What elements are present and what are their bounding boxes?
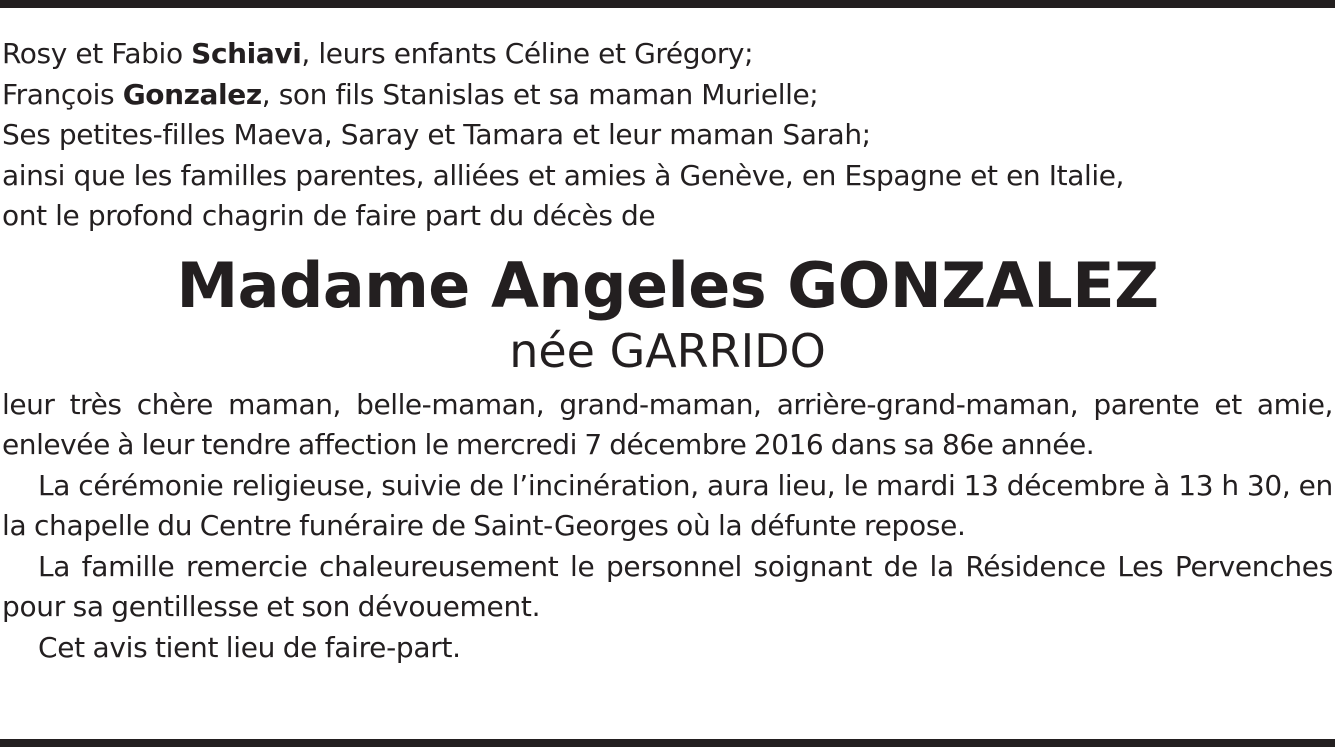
intro-text: ont le profond chagrin de faire part du décès de (2, 199, 656, 232)
intro-text: François (2, 77, 123, 111)
intro-text: Rosy et Fabio (2, 37, 192, 70)
maiden-name: née GARRIDO (509, 323, 826, 378)
intro-line-5 (2, 196, 1333, 237)
intro-text: Ses petites-filles Maeva, Saray et Tamara et leur maman Sarah; (2, 118, 871, 151)
intro-line-4 (2, 156, 1333, 197)
top-border (0, 0, 1335, 8)
intro-line-3 (2, 115, 1333, 156)
paragraph-ceremony: La cérémonie religieuse, suivie de l’incinération, aura lieu, le mardi 13 décembre à 13 h 30, en la chapelle du Centre funéraire de Saint-Georges où la défunte repose. (2, 468, 1333, 542)
paragraph-relationship: leur très chère maman, belle-maman, grand-maman, arrière-grand-maman, parente et amie, enlevée à leur tendre affection le mercredi 7 décembre 2016 dans sa 86e année. (2, 387, 1333, 461)
family-name-bold: Gonzalez (122, 77, 262, 111)
family-name-bold: Schiavi (191, 37, 302, 70)
paragraph-closing: Cet avis tient lieu de faire-part. (38, 630, 461, 664)
paragraph-thanks: La famille remercie chaleureusement le personnel soignant de la Résidence Les Pervenches pour sa gentillesse et son dévouement. (2, 549, 1333, 623)
intro-line-2 (2, 75, 1333, 116)
bottom-border (0, 739, 1335, 747)
intro-text: , son fils Stanislas et sa maman Murielle; (261, 77, 819, 111)
obituary-notice (2, 34, 1333, 668)
intro-text: , leurs enfants Céline et Grégory; (301, 37, 754, 70)
intro-line-1 (2, 34, 1333, 75)
intro-text: ainsi que les familles parentes, alliées et amies à Genève, en Espagne et en Italie, (2, 158, 1125, 192)
deceased-name: Madame Angeles GONZALEZ (176, 248, 1159, 322)
